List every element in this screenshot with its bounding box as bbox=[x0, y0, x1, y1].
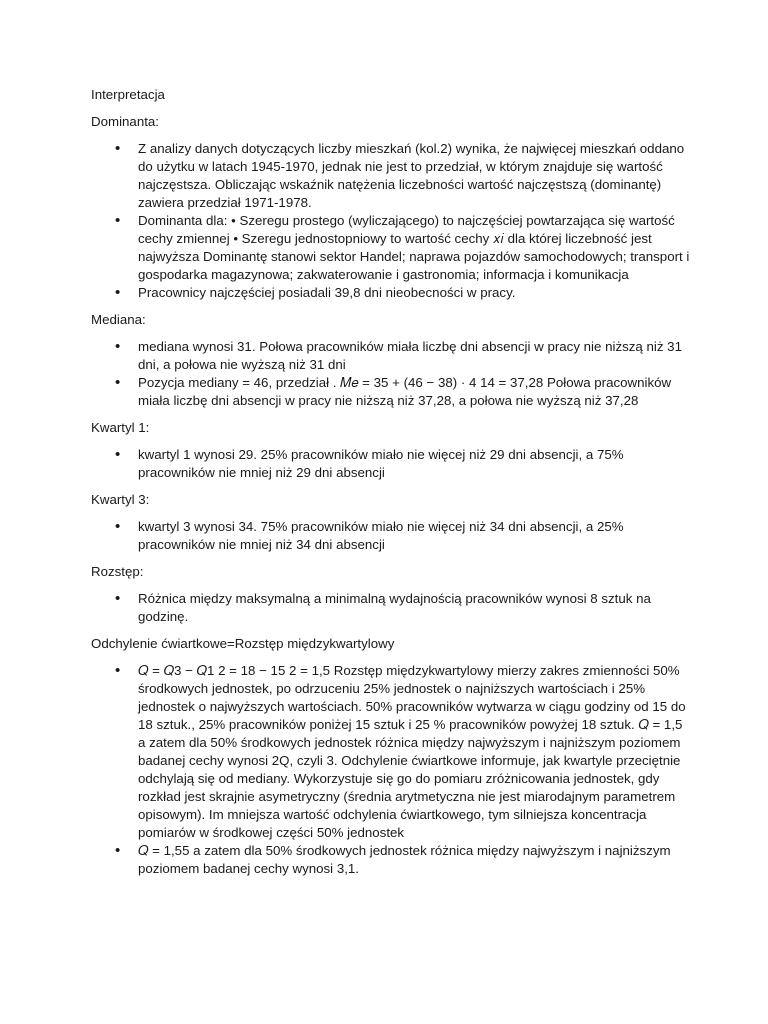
bullet-list bbox=[91, 518, 691, 554]
section-heading: Mediana: bbox=[91, 312, 146, 327]
section-kwartyl-1 bbox=[91, 419, 691, 482]
list-item: • 𝑄 = 1,55 a zatem dla 50% środkowych jednostek różnica między najwyższym i najniższym poziomem badanej cechy wynosi 3,1. bbox=[91, 842, 691, 878]
section-heading: Kwartyl 3: bbox=[91, 492, 150, 507]
list-item: • mediana wynosi 31. Połowa pracowników miała liczbę dni absencji w pracy nie niższą niż 31 dni, a połowa nie wyższą niż 31 dni bbox=[91, 338, 691, 374]
section-heading: Odchylenie ćwiartkowe=Rozstęp międzykwartylowy bbox=[91, 636, 395, 651]
bullet-list bbox=[91, 338, 691, 410]
section-heading: Rozstęp: bbox=[91, 564, 144, 579]
bullet-list bbox=[91, 590, 691, 626]
bullet-list bbox=[91, 662, 691, 878]
section-heading: Kwartyl 1: bbox=[91, 420, 150, 435]
section-kwartyl-3 bbox=[91, 491, 691, 554]
section-mediana bbox=[91, 311, 691, 410]
bullet-list bbox=[91, 446, 691, 482]
document-body bbox=[91, 86, 691, 887]
section-heading: Dominanta: bbox=[91, 114, 159, 129]
list-item: • Różnica między maksymalną a minimalną wydajnością pracowników wynosi 8 sztuk na godzinę. bbox=[91, 590, 691, 626]
list-item: • Pracownicy najczęściej posiadali 39,8 dni nieobecności w pracy. bbox=[91, 284, 691, 302]
list-item: • Dominanta dla: • Szeregu prostego (wyliczającego) to najczęściej powtarzająca się wartość cechy zmiennej • Szeregu jednostopniowy to wartość cechy 𝑥𝑖 dla której liczebność jest najwyższa Dominantę stanowi sektor Handel; naprawa pojazdów samochodowych; transport i gospodarka magazynowa; zakwaterowanie i gastronomia; informacja i komunikacja bbox=[91, 212, 691, 284]
list-item: • Pozycja mediany = 46, przedział . 𝑀𝑒 = 35 + (46 − 38) · 4 14 = 37,28 Połowa pracowników miała liczbę dni absencji w pracy nie niższą niż 37,28, a połowa nie wyższą niż 37,28 bbox=[91, 374, 691, 410]
list-item: • Z analizy danych dotyczących liczby mieszkań (kol.2) wynika, że najwięcej mieszkań oddano do użytku w latach 1945-1970, jednak nie jest to przedział, w którym znajduje się wartość najczęstsza. Obliczając wskaźnik natężenia liczebności wartość najczęstszą (dominantę) zawiera przedział 1971-1978. bbox=[91, 140, 691, 212]
section-rozstep bbox=[91, 563, 691, 626]
list-item: • 𝑄 = 𝑄3 − 𝑄1 2 = 18 − 15 2 = 1,5 Rozstęp międzykwartylowy mierzy zakres zmienności 50% środkowych jednostek, po odrzuceniu 25% jednostek o najniższych wartościach i 25% jednostek o najwyższych wartościach. 50% pracowników wytwarza w ciągu godziny od 15 do 18 sztuk., 25% pracowników poniżej 15 sztuk i 25 % pracowników powyżej 18 sztuk. 𝑄 = 1,5 a zatem dla 50% środkowych jednostek różnica między najwyższym i najniższym poziomem badanej cechy wynosi 2Q, czyli 3. Odchylenie ćwiartkowe informuje, jak kwartyle przeciętnie odchylają się od mediany. Wykorzystuje się go do pomiaru zróżnicowania jednostek, gdy rozkład jest skrajnie asymetryczny (średnia arytmetyczna nie jest miarodajnym parametrem opisowym). Im mniejsza wartość odchylenia ćwiartkowego, tym silniejsza koncentracja pomiarów w środkowej części 50% jednostek bbox=[91, 662, 691, 842]
section-dominanta bbox=[91, 113, 691, 302]
section-odchylenie-cwiartkowe bbox=[91, 635, 691, 878]
list-item: • kwartyl 1 wynosi 29. 25% pracowników miało nie więcej niż 29 dni absencji, a 75% pracowników nie mniej niż 29 dni absencji bbox=[91, 446, 691, 482]
list-item: • kwartyl 3 wynosi 34. 75% pracowników miało nie więcej niż 34 dni absencji, a 25% pracowników nie mniej niż 34 dni absencji bbox=[91, 518, 691, 554]
bullet-list bbox=[91, 140, 691, 302]
document-title: Interpretacja bbox=[91, 87, 165, 102]
